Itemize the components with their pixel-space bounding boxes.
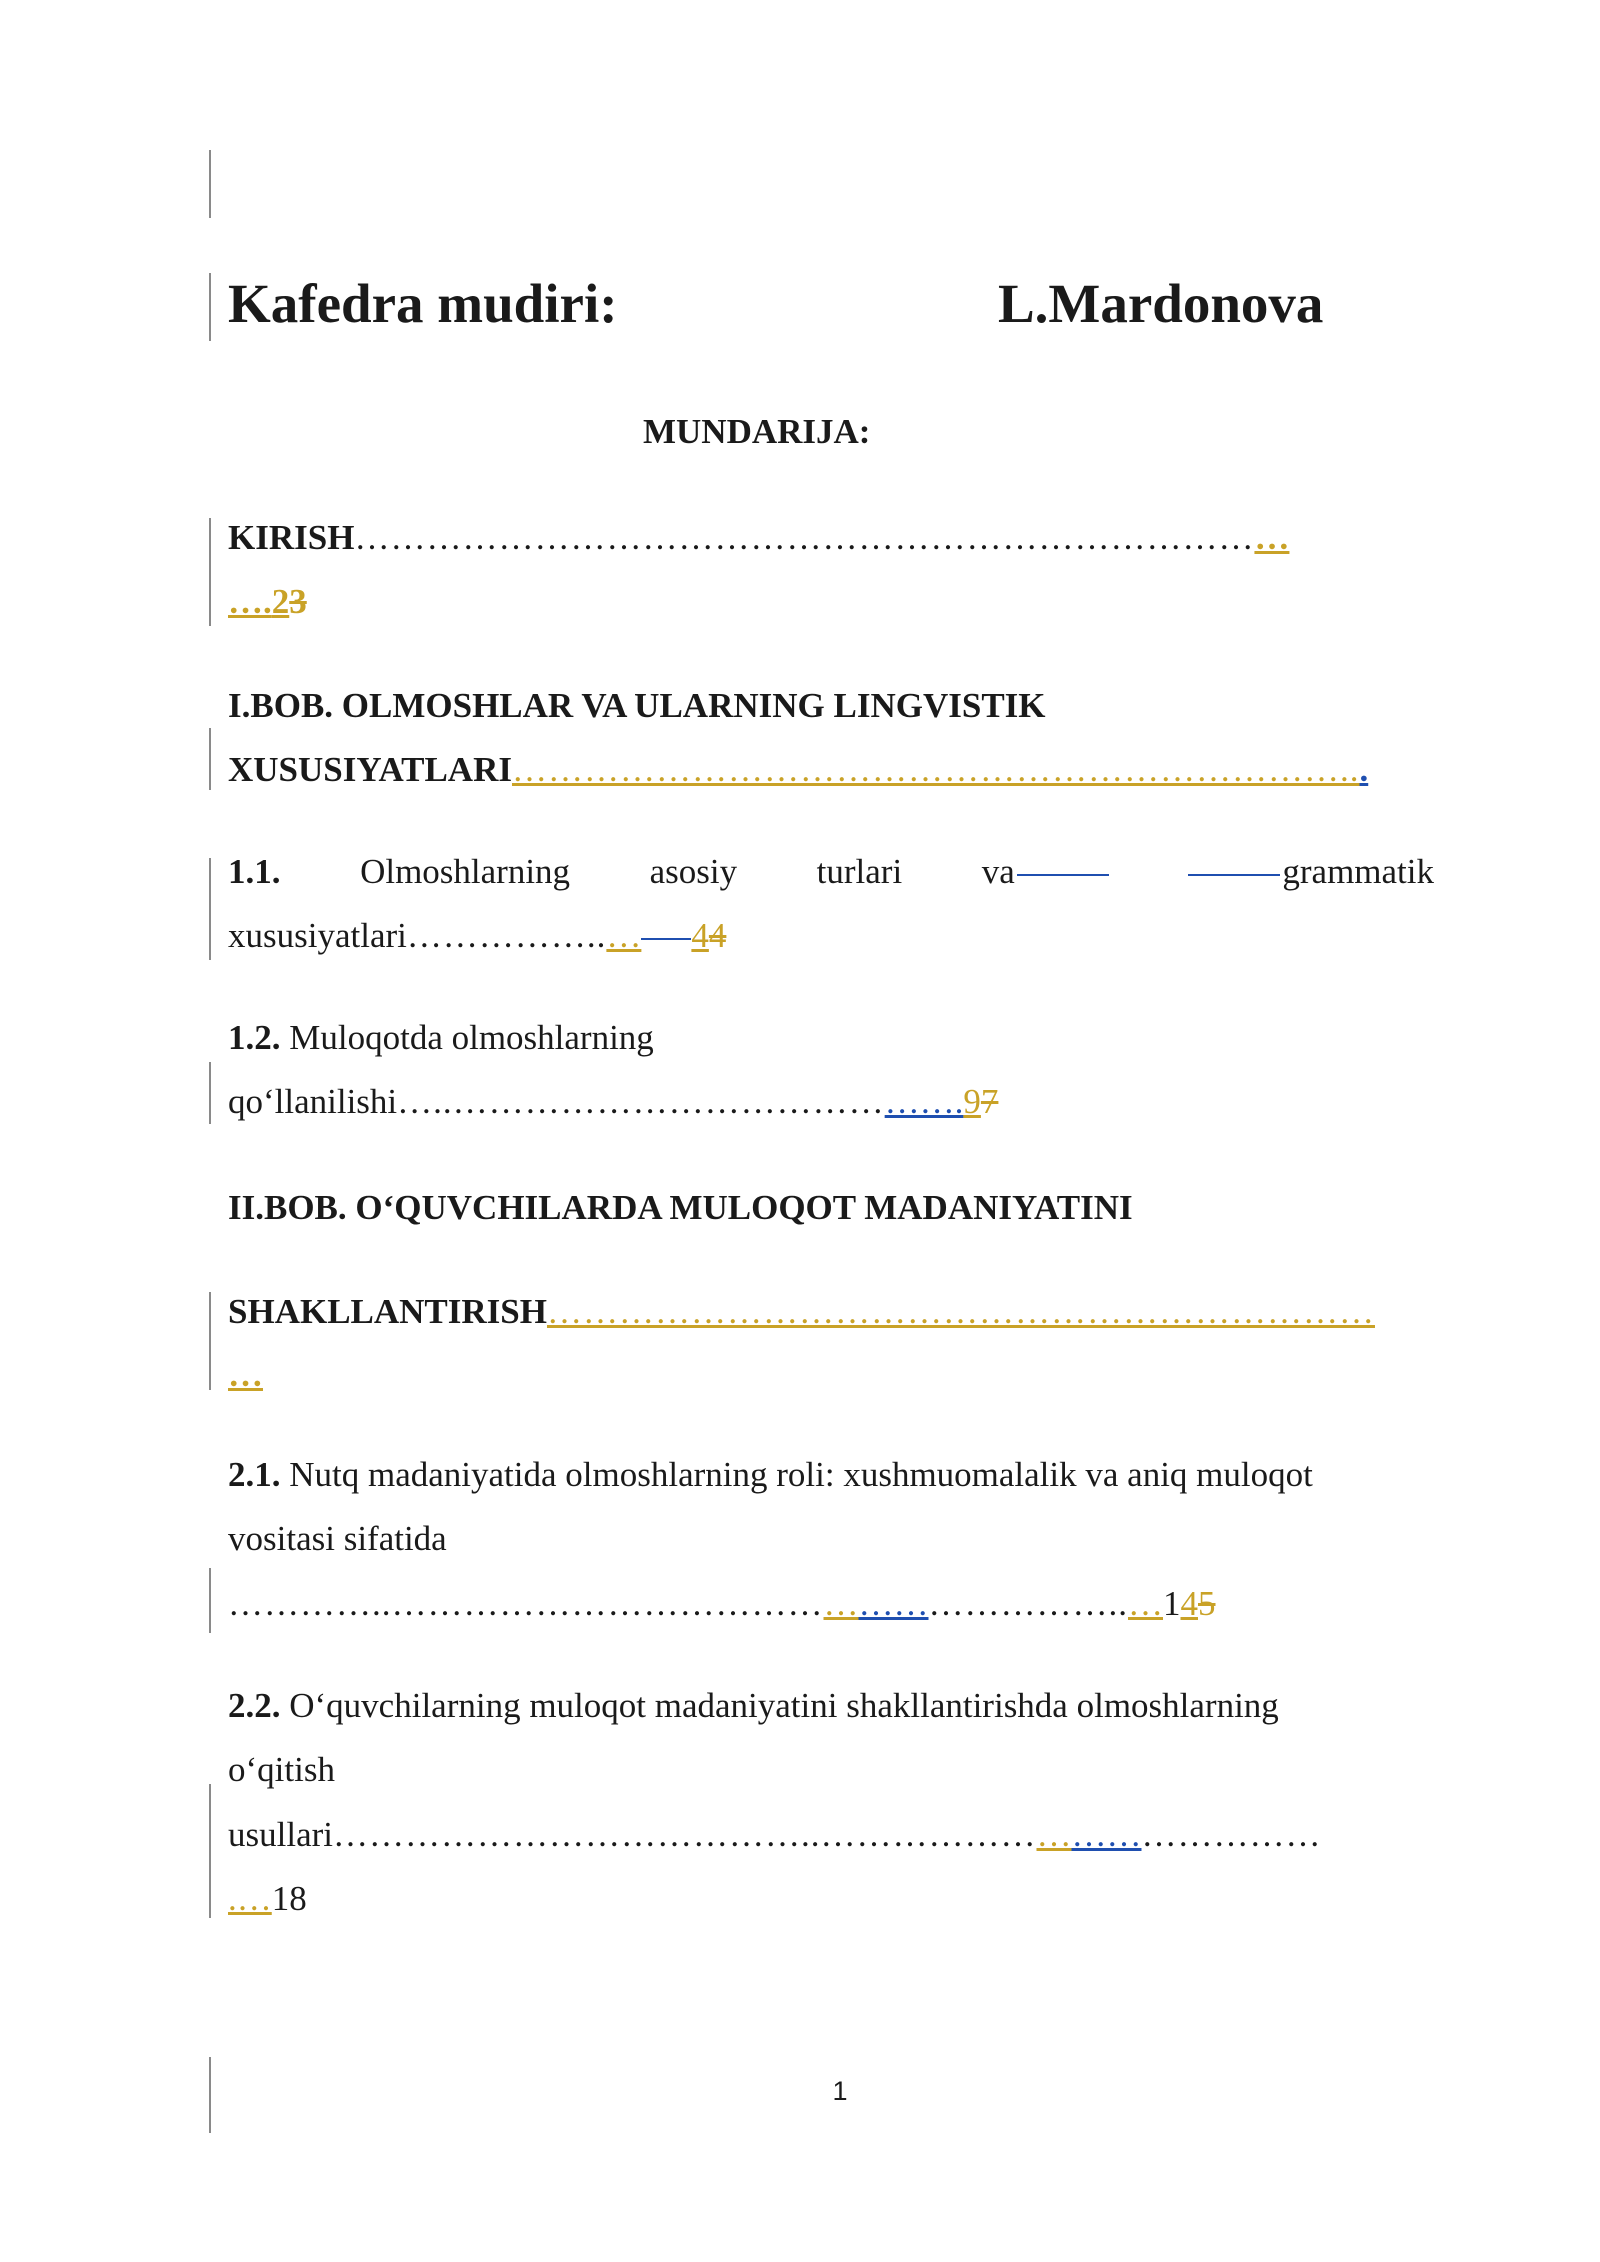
- section-number: 1.2.: [228, 1018, 281, 1057]
- section-word: Olmoshlarning: [360, 852, 571, 891]
- tracked-dot: .: [1359, 750, 1369, 789]
- section-number: 1.1.: [228, 852, 281, 891]
- page-number-inserted: 4: [1180, 1584, 1198, 1623]
- tracked-dots: ……: [858, 1584, 929, 1623]
- page-number-footer: 1: [832, 2076, 848, 2106]
- section-number: 2.2.: [228, 1686, 281, 1725]
- page-number-inserted: 4: [691, 916, 709, 955]
- toc-section-2-1[interactable]: [228, 1455, 1313, 1495]
- toc-section-2-2[interactable]: [228, 1686, 1279, 1726]
- toc-section-1-2-wrap: [228, 1082, 998, 1122]
- tracked-dots: …….: [884, 1082, 964, 1121]
- entry-label: usullari: [228, 1815, 333, 1854]
- change-bar: [209, 1062, 211, 1124]
- inserted-dots: ……………………………………………………………: [546, 1292, 1375, 1331]
- inserted-dots: ….: [228, 582, 272, 621]
- entry-label: KIRISH: [228, 518, 355, 557]
- leader-dots: …..………………………………: [397, 1082, 885, 1121]
- toc-section-1-2[interactable]: [228, 1018, 654, 1058]
- page-number-deleted: 4: [708, 916, 727, 955]
- toc-section-2-1-wrap: vositasi sifatida: [228, 1519, 447, 1558]
- page-number-deleted: 5: [1198, 1584, 1216, 1623]
- toc-chapter-2-wrap: [228, 1355, 263, 1395]
- inserted-dots: …: [1128, 1584, 1163, 1623]
- section-word: va: [982, 852, 1109, 892]
- page-number-deleted: 3: [289, 582, 307, 621]
- leader-dots: ……………..: [928, 1584, 1128, 1623]
- inserted-dots: .…: [228, 1879, 272, 1918]
- section-word: asosiy: [649, 852, 738, 891]
- page-number: 1: [1163, 1584, 1181, 1623]
- inserted-dots: …: [228, 1355, 263, 1394]
- header-name: L.Mardonova: [998, 273, 1324, 334]
- toc-chapter-1-line2[interactable]: [228, 750, 1368, 790]
- section-title: Muloqotda olmoshlarning: [289, 1018, 654, 1057]
- entry-label: xususiyatlari: [228, 916, 407, 955]
- toc-section-2-2-wrap: o‘qitish: [228, 1750, 335, 1789]
- leader-dots: ……………: [1141, 1815, 1322, 1854]
- page-number: 18: [271, 1879, 307, 1918]
- leader-dots: ……………..: [406, 916, 607, 955]
- change-bar: [209, 1784, 211, 1918]
- inserted-dots: ……………………………………………………………..: [511, 750, 1360, 789]
- change-bar: [209, 858, 211, 960]
- toc-section-1-1-wrap: [228, 916, 726, 956]
- toc-chapter-2-line1[interactable]: II.BOB. O‘QUVCHILARDA MULOQOT MADANIYATINI: [228, 1188, 1133, 1227]
- toc-section-1-1[interactable]: [228, 852, 1434, 892]
- page-number-inserted: 9: [963, 1082, 981, 1121]
- section-word: grammatik: [1188, 852, 1434, 892]
- toc-section-2-2-leader: [228, 1815, 1321, 1855]
- toc-title: MUNDARIJA:: [643, 412, 871, 451]
- change-bar: [209, 518, 211, 626]
- toc-chapter-2-line2[interactable]: [228, 1292, 1375, 1332]
- section-number: 2.1.: [228, 1455, 281, 1494]
- entry-label: SHAKLLANTIRISH: [228, 1292, 547, 1331]
- change-bar: [209, 273, 211, 341]
- leader-dots: …………………………………………………………………: [354, 518, 1255, 557]
- inserted-dots: …: [1254, 518, 1290, 557]
- leader-dots: …………………………………..………………: [332, 1815, 1037, 1854]
- inserted-dots: …: [606, 916, 642, 955]
- section-title: O‘quvchilarning muloqot madaniyatini shakllantirishda olmoshlarning: [289, 1686, 1279, 1725]
- change-bar: [209, 1292, 211, 1390]
- inserted-dots: …: [823, 1584, 859, 1623]
- leader-dots: …………..………………………………: [228, 1584, 824, 1623]
- section-word: turlari: [816, 852, 903, 891]
- entry-label: qo‘llanilishi: [228, 1082, 398, 1121]
- entry-label: XUSUSIYATLARI: [228, 750, 512, 789]
- toc-section-2-2-page: [228, 1879, 307, 1919]
- toc-section-2-1-leader: [228, 1584, 1216, 1624]
- change-bar: [209, 150, 211, 218]
- page-number-inserted: 2: [271, 582, 290, 621]
- section-title: Nutq madaniyatida olmoshlarning roli: xushmuomalalik va aniq muloqot: [289, 1455, 1313, 1494]
- toc-entry-kirish-wrap: [228, 582, 307, 622]
- page-number-deleted: 7: [980, 1082, 999, 1121]
- header-label: Kafedra mudiri:: [228, 273, 618, 334]
- change-bar: [209, 728, 211, 790]
- inserted-dots: …: [1036, 1815, 1072, 1854]
- toc-chapter-1-line1[interactable]: I.BOB. OLMOSHLAR VA ULARNING LINGVISTIK: [228, 686, 1046, 725]
- toc-entry-kirish[interactable]: [228, 518, 1289, 558]
- change-bar: [209, 1568, 211, 1633]
- tracked-dots: ……: [1071, 1815, 1142, 1854]
